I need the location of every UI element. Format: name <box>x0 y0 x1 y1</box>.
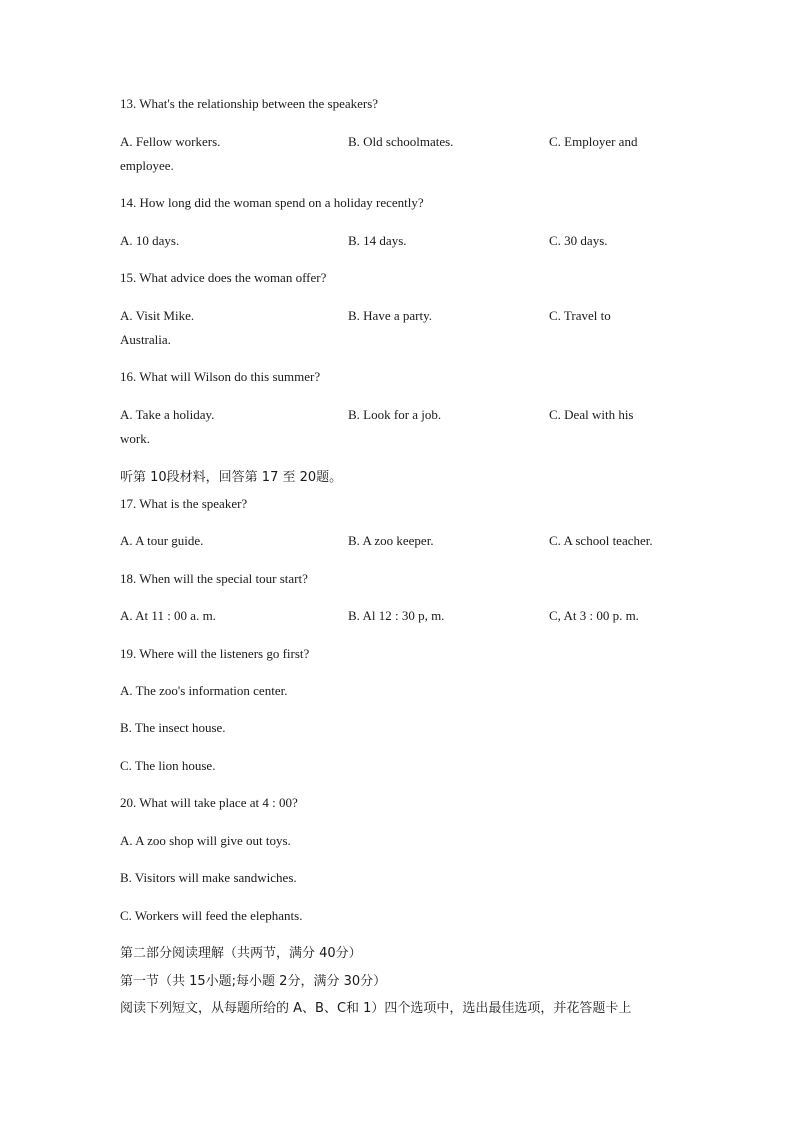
question-13-stem: 13. What's the relationship between the speakers? <box>120 96 379 111</box>
question-18-option-c: C, At 3 : 00 p. m. <box>549 608 639 623</box>
question-19-option-a: A. The zoo's information center. <box>120 683 288 698</box>
question-16-option-c: C. Deal with his <box>549 407 634 422</box>
part2-instruction: 阅读下列短文，从每题所给的 A、B、C和 1）四个选项中，选出最佳选项，并花答题卡上 <box>120 1001 632 1016</box>
question-20-option-a: A. A zoo shop will give out toys. <box>120 833 291 848</box>
question-17-option-b: B. A zoo keeper. <box>348 533 434 548</box>
question-19-option-c: C. The lion house. <box>120 758 216 773</box>
question-13-option-c: C. Employer and <box>549 134 638 149</box>
question-19-stem: 19. Where will the listeners go first? <box>120 646 310 661</box>
question-15-option-a: A. Visit Mike. <box>120 308 195 323</box>
question-14-option-c: C. 30 days. <box>549 233 608 248</box>
question-16-option-a: A. Take a holiday. <box>120 407 215 422</box>
question-15-stem: 15. What advice does the woman offer? <box>120 270 327 285</box>
question-15-option-b: B. Have a party. <box>348 308 432 323</box>
question-15-option-c-continued: Australia. <box>120 332 171 347</box>
question-16-stem: 16. What will Wilson do this summer? <box>120 369 321 384</box>
question-17-option-a: A. A tour guide. <box>120 533 204 548</box>
question-15-option-c: C. Travel to <box>549 308 611 323</box>
part2-heading: 第二部分阅读理解（共两节，满分 40分） <box>120 946 362 961</box>
question-20-stem: 20. What will take place at 4 : 00? <box>120 795 298 810</box>
question-18-option-b: B. Al 12 : 30 p, m. <box>348 608 445 623</box>
question-13-option-b: B. Old schoolmates. <box>348 134 454 149</box>
question-17-option-c: C. A school teacher. <box>549 533 653 548</box>
question-17-stem: 17. What is the speaker? <box>120 496 248 511</box>
question-18-stem: 18. When will the special tour start? <box>120 571 308 586</box>
question-18-option-a: A. At 11 : 00 a. m. <box>120 608 216 623</box>
question-19-option-b: B. The insect house. <box>120 720 226 735</box>
question-16-option-b: B. Look for a job. <box>348 407 442 422</box>
question-13-option-c-continued: employee. <box>120 158 174 173</box>
listening-section-note: 听第 10段材料，回答第 17 至 20题。 <box>120 470 343 485</box>
part2-subheading: 第一节（共 15小题;每小题 2分，满分 30分） <box>120 974 387 989</box>
question-13-option-a: A. Fellow workers. <box>120 134 221 149</box>
question-14-option-a: A. 10 days. <box>120 233 180 248</box>
question-14-option-b: B. 14 days. <box>348 233 407 248</box>
question-14-stem: 14. How long did the woman spend on a holiday recently? <box>120 195 424 210</box>
question-20-option-c: C. Workers will feed the elephants. <box>120 908 303 923</box>
question-20-option-b: B. Visitors will make sandwiches. <box>120 870 297 885</box>
question-16-option-c-continued: work. <box>120 431 150 446</box>
